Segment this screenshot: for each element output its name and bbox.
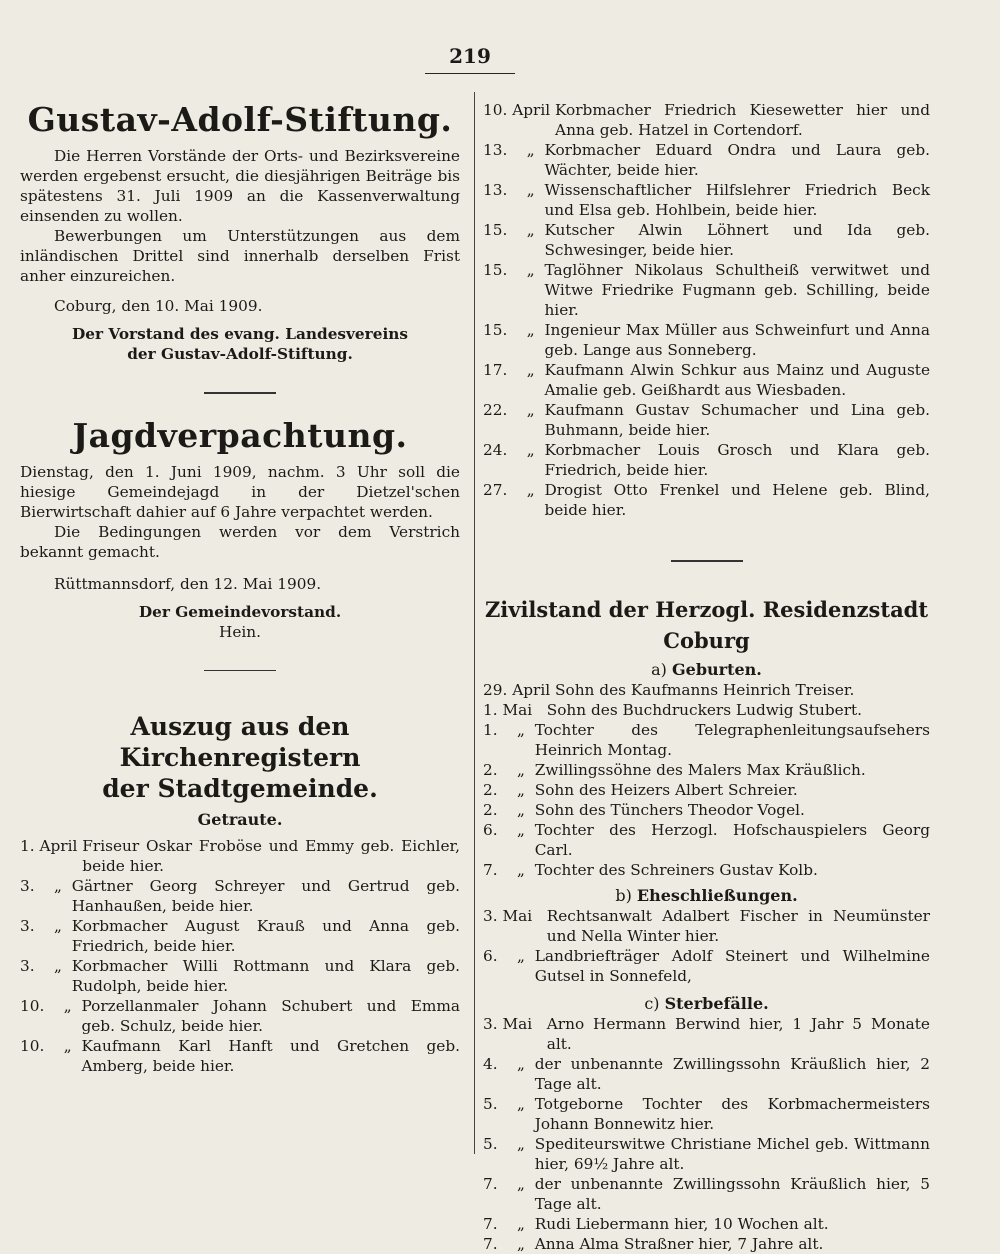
getraute-heading: Getraute. — [197, 810, 283, 829]
sterbefaelle-list — [483, 1014, 930, 1254]
jagd-signer-name: Hein. — [219, 622, 261, 641]
list-item: 13. „ Wissenschaftlicher Hilfslehrer Friedrich Beck und Elsa geb. Hohlbein, beide hier. — [483, 181, 930, 219]
list-item: 27. „ Drogist Otto Frenkel und Helene geb. Blind, beide hier. — [483, 481, 930, 519]
list-item: 4. „ der unbenannte Zwillingssohn Kräußlich hier, 2 Tage alt. — [483, 1054, 930, 1093]
list-item: 15. „ Taglöhner Nikolaus Schultheiß verwitwet und Witwe Friedrike Fugmann geb. Schilling, beide hier. — [483, 261, 930, 319]
list-item: 10. April Korbmacher Friedrich Kiesewetter hier und Anna geb. Hatzel in Cortendorf. — [483, 101, 930, 139]
getraute-list-left — [20, 836, 460, 1076]
list-item: 1. „ Tochter des Telegraphenleitungsaufsehers Heinrich Montag. — [483, 720, 930, 759]
zivilstand-title: Zivilstand der Herzogl. Residenzstadt Coburg — [484, 596, 929, 653]
eheschliessungen-list — [483, 906, 930, 986]
stiftung-signature-line-1: Der Vorstand des evang. Landesvereins — [72, 325, 408, 343]
jagd-title: Jagdverpachtung. — [72, 415, 408, 455]
jagd-signature: Der Gemeindevorstand. — [138, 602, 342, 621]
list-item: 29. April Sohn des Kaufmanns Heinrich Treiser. — [483, 680, 855, 699]
list-item: 7. „ Anna Alma Straßner hier, 7 Jahre alt. — [483, 1234, 824, 1253]
list-item: 5. „ Spediteurswitwe Christiane Michel geb. Wittmann hier, 69½ Jahre alt. — [483, 1134, 930, 1173]
list-item: 6. „ Landbriefträger Adolf Steinert und Wilhelmine Gutsel in Sonnefeld, — [483, 946, 930, 985]
list-item: 3. „ Gärtner Georg Schreyer und Gertrud geb. Hanhaußen, beide hier. — [20, 877, 460, 915]
list-item: 1. April Friseur Oskar Froböse und Emmy geb. Eichler, beide hier. — [20, 837, 460, 875]
list-item: 22. „ Kaufmann Gustav Schumacher und Lina geb. Buhmann, beide hier. — [483, 401, 930, 439]
page-number: 219 — [449, 44, 491, 68]
stiftung-title: Gustav-Adolf-Stiftung. — [27, 100, 453, 139]
list-item: 13. „ Korbmacher Eduard Ondra und Laura geb. Wächter, beide hier. — [483, 141, 930, 179]
kirche-title-line-2: der Stadtgemeinde. — [102, 774, 378, 803]
zivilstand — [483, 594, 930, 1254]
list-item: 3. „ Korbmacher August Krauß und Anna geb. Friedrich, beide hier. — [20, 917, 460, 955]
stiftung-paragraph-1: Die Herren Vorstände der Orts- und Bezirksvereine werden ergebenst ersucht, die diesjährigen Beiträge bis spätestens 31. Juli 1909 an die Kassenverwaltung einsenden zu wollen. — [20, 147, 460, 225]
list-item: 2. „ Sohn des Tünchers Theodor Vogel. — [483, 800, 805, 819]
section-divider — [204, 670, 276, 672]
column-divider — [474, 92, 475, 1154]
list-item: 2. „ Sohn des Heizers Albert Schreier. — [483, 780, 798, 799]
list-item: 6. „ Tochter des Herzogl. Hofschauspielers Georg Carl. — [483, 820, 930, 859]
kirchenregister — [20, 711, 460, 1076]
list-item: 24. „ Korbmacher Louis Grosch und Klara geb. Friedrich, beide hier. — [483, 441, 930, 479]
eheschliessungen-heading: b) Eheschließungen. — [615, 885, 798, 905]
list-item: 15. „ Kutscher Alwin Löhnert und Ida geb. Schwesinger, beide hier. — [483, 221, 930, 259]
top-rule — [425, 73, 515, 74]
list-item: 10. „ Kaufmann Karl Hanft und Gretchen geb. Amberg, beide hier. — [20, 1037, 460, 1075]
right-column — [483, 100, 930, 1254]
list-item: 3. Mai Rechtsanwalt Adalbert Fischer in Neumünster und Nella Winter hier. — [483, 906, 930, 945]
list-item: 1. Mai Sohn des Buchdruckers Ludwig Stubert. — [483, 700, 863, 719]
list-item: 7. „ Rudi Liebermann hier, 10 Wochen alt. — [483, 1214, 829, 1233]
kirche-title-line-1: Auszug aus den Kirchenregistern — [119, 712, 361, 772]
list-item: 3. „ Korbmacher Willi Rottmann und Klara geb. Rudolph, beide hier. — [20, 957, 460, 995]
list-item: 10. „ Porzellanmaler Johann Schubert und Emma geb. Schulz, beide hier. — [20, 997, 460, 1035]
section-divider — [671, 560, 743, 562]
list-item: 2. „ Zwillingssöhne des Malers Max Kräußlich. — [483, 760, 866, 779]
stiftung-notice — [20, 100, 460, 364]
geburten-heading: a) Geburten. — [651, 659, 762, 679]
stiftung-signature-line-2: der Gustav-Adolf-Stiftung. — [127, 345, 353, 363]
geburten-list — [483, 680, 930, 880]
list-item: 3. Mai Arno Hermann Berwind hier, 1 Jahr 5 Monate alt. — [483, 1014, 930, 1053]
stiftung-place-date: Coburg, den 10. Mai 1909. — [54, 297, 263, 315]
list-item: 7. „ Tochter des Schreiners Gustav Kolb. — [483, 860, 818, 879]
getraute-list-right — [483, 100, 930, 520]
stiftung-paragraph-2: Bewerbungen um Unterstützungen aus dem inländischen Drittel sind innerhalb derselben Frist anher einzureichen. — [20, 227, 460, 285]
list-item: 7. „ der unbenannte Zwillingssohn Kräußlich hier, 5 Tage alt. — [483, 1174, 930, 1213]
sterbefaelle-heading: c) Sterbefälle. — [644, 993, 769, 1013]
list-item: 15. „ Ingenieur Max Müller aus Schweinfurt und Anna geb. Lange aus Sonneberg. — [483, 321, 930, 359]
jagd-paragraph-1: Dienstag, den 1. Juni 1909, nachm. 3 Uhr soll die hiesige Gemeindejagd in der Dietzel'schen Bierwirtschaft dahier auf 6 Jahre verpachtet werden. — [20, 462, 460, 521]
jagd-paragraph-2: Die Bedingungen werden vor dem Verstrich bekannt gemacht. — [20, 522, 460, 561]
left-column — [20, 100, 460, 1076]
list-item: 17. „ Kaufmann Alwin Schkur aus Mainz und Auguste Amalie geb. Geißhardt aus Wiesbaden. — [483, 361, 930, 399]
section-divider — [204, 392, 276, 394]
list-item: 5. „ Totgeborne Tochter des Korbmachermeisters Johann Bonnewitz hier. — [483, 1094, 930, 1133]
jagd-notice — [20, 416, 460, 642]
jagd-place-date: Rüttmannsdorf, den 12. Mai 1909. — [54, 574, 322, 593]
